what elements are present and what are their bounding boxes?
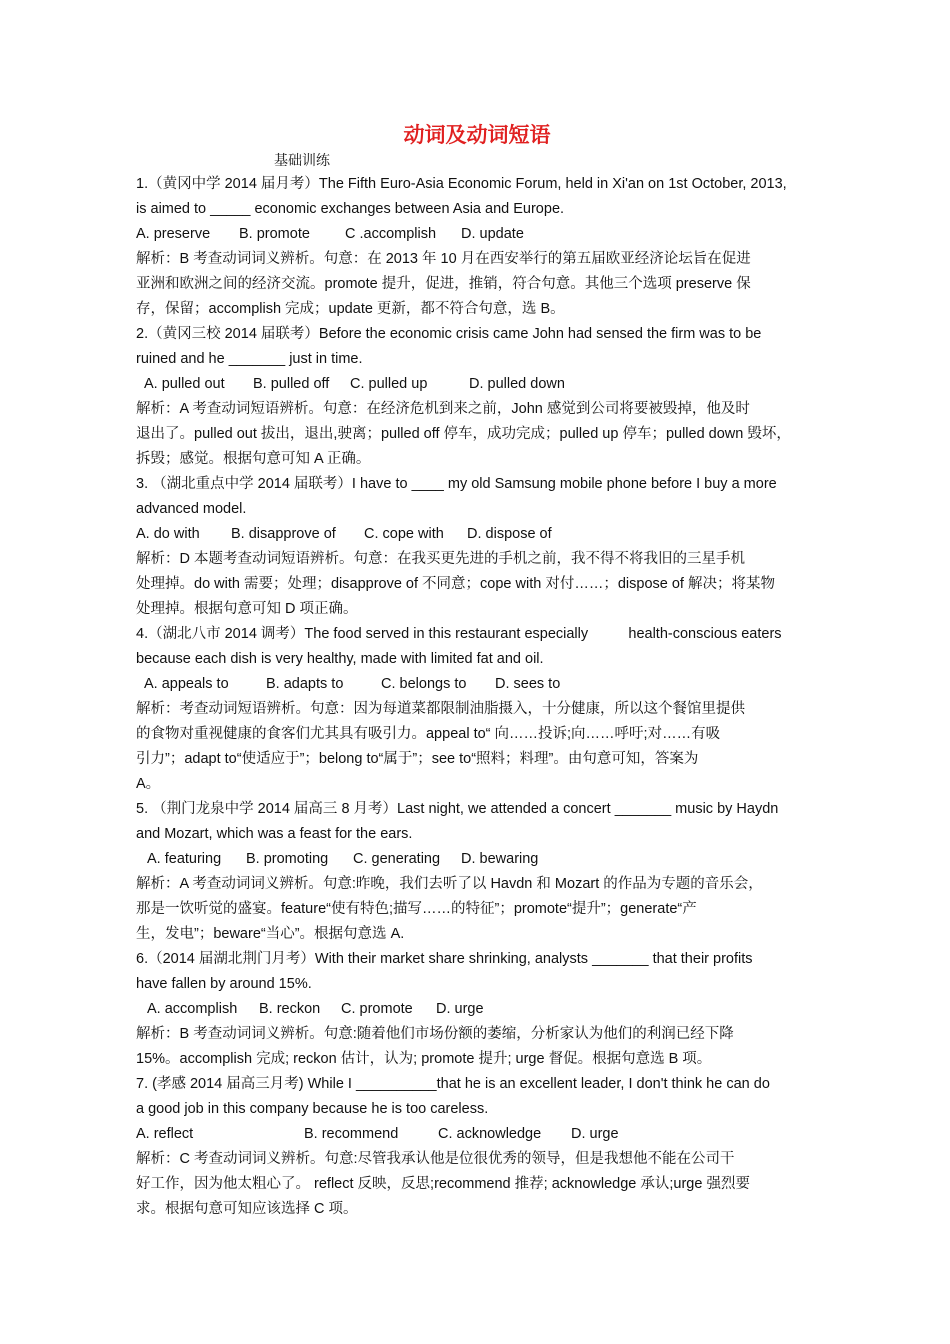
analysis-line: A。 xyxy=(136,776,161,792)
option-c: C. belongs to xyxy=(381,676,467,692)
option-b: B. promote xyxy=(239,226,310,242)
answer-options xyxy=(136,1122,818,1147)
option-d: D. dispose of xyxy=(467,526,552,542)
analysis-line: 的食物对重视健康的食客们尤其具有吸引力。appeal to“ 向……投诉;向……呼吁;对……有吸 xyxy=(136,726,721,742)
option-b: B. disapprove of xyxy=(231,526,336,542)
document-title: 动词及动词短语 xyxy=(403,122,551,147)
analysis-line: 引力”；adapt to“使适应于”；belong to“属于”；see to“照料；料理”。由句意可知，答案为 xyxy=(136,751,699,767)
question-stem-line: because each dish is very healthy, made with limited fat and oil. xyxy=(136,651,544,667)
option-b: B. adapts to xyxy=(266,676,344,692)
option-a: A. preserve xyxy=(136,226,211,242)
question-stem-line: 5. （荆门龙泉中学 2014 届高三 8 月考）Last night, we attended a concert _______ music by Haydn xyxy=(136,801,779,817)
analysis-line: 解析：A 考查动词短语辨析。句意：在经济危机到来之前，John 感觉到公司将要被毁掉，他及时 xyxy=(136,401,750,417)
question-stem-line: a good job in this company because he is too careless. xyxy=(136,1101,489,1117)
question-3 xyxy=(136,472,818,622)
analysis-line: 解析：C 考查动词词义辨析。句意:尽管我承认他是位很优秀的领导，但是我想他不能在公司干 xyxy=(136,1151,735,1167)
option-a: A. pulled out xyxy=(144,376,225,392)
analysis-line: 亚洲和欧洲之间的经济交流。promote 提升，促进，推销，符合句意。其他三个选项 preserve 保 xyxy=(136,276,751,292)
option-b: B. pulled off xyxy=(253,376,330,392)
option-d: D. update xyxy=(461,226,524,242)
option-d: D. bewaring xyxy=(461,851,539,867)
answer-options xyxy=(136,847,818,872)
question-stem-line: 2.（黄冈三校 2014 届联考）Before the economic crisis came John had sensed the firm was to be xyxy=(136,326,762,342)
question-1 xyxy=(136,172,818,322)
option-a: A. featuring xyxy=(147,851,222,867)
analysis-line: 存，保留；accomplish 完成；update 更新，都不符合句意，选 B。 xyxy=(136,301,565,317)
question-5 xyxy=(136,797,818,947)
analysis-line: 生，发电”；beware“当心”。根据句意选 A. xyxy=(136,926,405,942)
question-stem-line: 3. （湖北重点中学 2014 届联考）I have to ____ my old Samsung mobile phone before I buy a more xyxy=(136,476,777,492)
option-d: D. pulled down xyxy=(469,376,565,392)
option-b: B. reckon xyxy=(259,1001,321,1017)
question-6 xyxy=(136,947,818,1072)
analysis-line: 解析：考查动词短语辨析。句意：因为每道菜都限制油脂摄入，十分健康，所以这个餐馆里提供 xyxy=(136,701,745,717)
question-7 xyxy=(136,1072,818,1222)
analysis-line: 解析：A 考查动词词义辨析。句意:昨晚，我们去听了以 Havdn 和 Mozart 的作品为专题的音乐会， xyxy=(136,876,763,892)
analysis-line: 解析：B 考查动词词义辨析。句意：在 2013 年 10 月在西安举行的第五届欧亚经济论坛旨在促进 xyxy=(136,251,751,267)
question-stem-line: 4.（湖北八市 2014 调考）The food served in this restaurant especially health-conscious eaters xyxy=(136,626,782,642)
section-heading: 基础训练 xyxy=(274,153,330,169)
option-a: A. do with xyxy=(136,526,200,542)
question-stem-line: 7. (孝感 2014 届高三月考) While I __________that he is an excellent leader, I don't think he can do xyxy=(136,1076,770,1092)
question-stem-line: have fallen by around 15%. xyxy=(136,976,312,992)
option-c: C. acknowledge xyxy=(438,1126,542,1142)
option-c: C. promote xyxy=(341,1001,413,1017)
analysis-line: 拆毁；感觉。根据句意可知 A 正确。 xyxy=(136,451,371,467)
option-a: A. appeals to xyxy=(144,676,229,692)
option-c: C. pulled up xyxy=(350,376,428,392)
option-b: B. recommend xyxy=(304,1126,399,1142)
question-stem-line: is aimed to _____ economic exchanges between Asia and Europe. xyxy=(136,201,565,217)
option-c: C .accomplish xyxy=(345,226,437,242)
option-c: C. generating xyxy=(353,851,441,867)
analysis-line: 好工作，因为他太粗心了。 reflect 反映，反思;recommend 推荐; acknowledge 承认;urge 强烈要 xyxy=(136,1176,750,1192)
option-b: B. promoting xyxy=(246,851,329,867)
option-a: A. accomplish xyxy=(147,1001,238,1017)
question-stem-line: 1.（黄冈中学 2014 届月考）The Fifth Euro-Asia Economic Forum, held in Xi'an on 1st October, 2013, xyxy=(136,176,787,192)
question-stem-line: advanced model. xyxy=(136,501,247,517)
question-stem-line: 6.（2014 届湖北荆门月考）With their market share shrinking, analysts _______ that their profits xyxy=(136,951,753,967)
document-page xyxy=(136,120,818,1222)
question-4 xyxy=(136,622,818,797)
analysis-line: 15%。accomplish 完成; reckon 估计，认为; promote 提升; urge 督促。根据句意选 B 项。 xyxy=(136,1051,712,1067)
analysis-line: 退出了。pulled out 拔出，退出,驶离；pulled off 停车，成功完成；pulled up 停车；pulled down 毁坏， xyxy=(136,426,791,442)
question-stem-line: ruined and he _______ just in time. xyxy=(136,351,363,367)
question-stem-line: and Mozart, which was a feast for the ears. xyxy=(136,826,413,842)
analysis-line: 处理掉。do with 需要；处理；disapprove of 不同意；cope with 对付……；dispose of 解决；将某物 xyxy=(136,576,775,592)
question-2 xyxy=(136,322,818,472)
option-d: D. urge xyxy=(571,1126,619,1142)
analysis-line: 处理掉。根据句意可知 D 项正确。 xyxy=(136,601,358,617)
analysis-line: 求。根据句意可知应该选择 C 项。 xyxy=(136,1201,358,1217)
answer-options xyxy=(136,522,818,547)
analysis-line: 解析：D 本题考查动词短语辨析。句意：在我买更先进的手机之前，我不得不将我旧的三星手机 xyxy=(136,551,745,567)
answer-options xyxy=(136,372,818,397)
analysis-line: 那是一饮听觉的盛宴。feature“使有特色;描写……的特征”；promote“提升”；generate“产 xyxy=(136,901,697,917)
option-d: D. sees to xyxy=(495,676,561,692)
analysis-line: 解析：B 考查动词词义辨析。句意:随着他们市场份额的萎缩，分析家认为他们的利润已经下降 xyxy=(136,1026,734,1042)
answer-options xyxy=(136,997,818,1022)
option-c: C. cope with xyxy=(364,526,444,542)
option-a: A. reflect xyxy=(136,1126,194,1142)
answer-options xyxy=(136,222,818,247)
answer-options xyxy=(136,672,818,697)
option-d: D. urge xyxy=(436,1001,484,1017)
